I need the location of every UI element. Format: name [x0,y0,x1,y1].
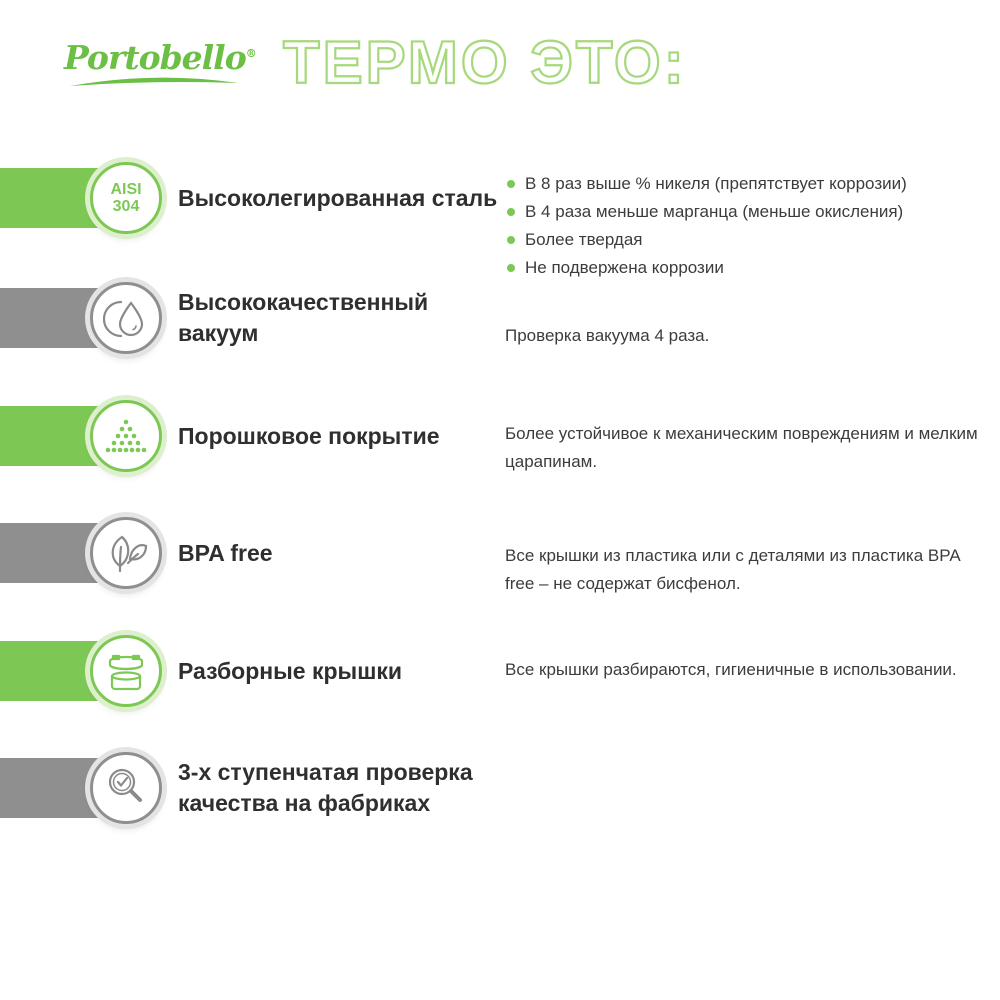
feature-badge [90,400,162,472]
feature-row [0,728,1000,848]
feature-title: Порошковое покрытие [178,422,440,449]
feature-row [0,138,1000,277]
bullet-item: Не подвержена коррозии [505,254,985,282]
feature-badge [90,282,162,354]
bullet-dot-icon [507,180,515,188]
feature-badge [90,162,162,234]
registered-mark: ® [245,47,256,60]
portobello-logo [64,38,256,89]
feature-badge [90,635,162,707]
feature-row [0,376,1000,496]
feature-title: Высококачественный вакуум [178,289,429,346]
logo-swoosh [68,75,240,89]
powder-dots-icon [103,413,149,459]
page-title: ТЕРМО ЭТО: [283,29,687,96]
feature-title: BPA free [178,539,273,566]
feature-badge [90,517,162,589]
bullet-item: В 4 раза меньше марганца (меньше окисления) [505,198,985,226]
feature-description: Проверка вакуума 4 раза. [505,326,710,345]
feature-row [0,611,1000,731]
feature-title: 3-х ступенчатая проверка качества на фабриках [178,759,473,816]
bullet-item: Более твердая [505,226,985,254]
feature-row [0,258,1000,378]
feature-description: Все крышки из пластика или с деталями из пластика BPA free – не содержат бисфенол. [505,546,960,593]
feature-title: Разборные крышки [178,657,403,684]
feature-row [0,493,1000,613]
feature-title: Высоколегированная сталь [178,184,498,211]
bullet-dot-icon [507,208,515,216]
feature-description: Более устойчивое к механическим повреждениям и мелким царапинам. [505,424,978,471]
aisi-304-badge-text: AISI 304 [110,181,142,215]
bullet-dot-icon [507,236,515,244]
feature-badge [90,752,162,824]
lid-parts-icon [103,648,149,694]
logo-text: Portobello® [64,38,256,77]
droplet-icon [103,295,149,341]
page-header [0,0,1000,130]
feature-description: Все крышки разбираются, гигиеничные в использовании. [505,660,957,679]
bullet-item: В 8 раз выше % никеля (препятствует коррозии) [505,170,985,198]
magnifier-check-icon [103,765,149,811]
leaves-icon [103,530,149,576]
